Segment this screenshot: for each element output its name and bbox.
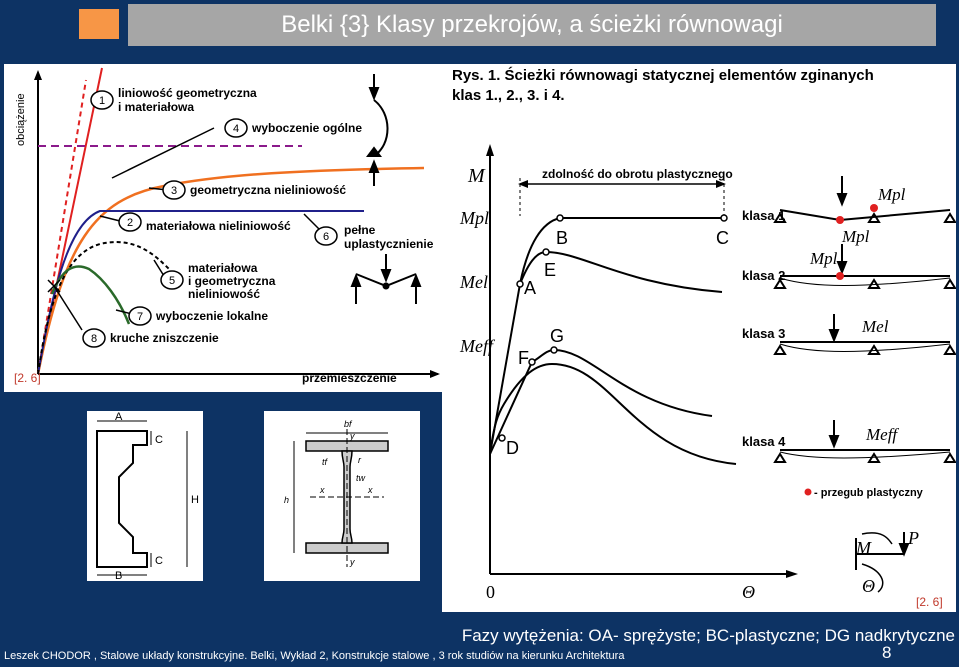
hinge-class-1-b — [870, 204, 878, 212]
axis-y-top: y — [350, 431, 355, 441]
label-item-3 — [163, 181, 346, 199]
class-1-label: klasa 1 — [742, 208, 786, 223]
level-meff: Meff — [460, 336, 493, 356]
legend-hinge — [805, 487, 924, 499]
curve-points — [499, 215, 727, 441]
label-item-6 — [315, 223, 434, 251]
curve-class-1 — [490, 218, 724, 454]
dim-h: H — [191, 494, 199, 506]
beam-sketch-class-1 — [775, 176, 955, 222]
class-3-label: klasa 3 — [742, 326, 786, 341]
label-item-2 — [119, 213, 291, 233]
dim-bf: bf — [344, 419, 352, 429]
moment-rotation-figure — [442, 64, 956, 612]
level-mel: Mel — [460, 272, 488, 292]
rotation-capacity-label: zdolność do obrotu plastycznego — [542, 167, 733, 181]
point-c: C — [716, 228, 729, 248]
dim-tw: tw — [356, 473, 365, 483]
axis-x-right: x — [368, 485, 373, 495]
label-item-4 — [225, 119, 362, 137]
svg-text:- przegub plastyczny: - przegub plastyczny — [814, 487, 923, 499]
curve-7-local — [52, 266, 129, 324]
svg-text:uplastycznienie: uplastycznienie — [344, 237, 434, 251]
theta-axis-symbol: Θ — [742, 582, 755, 602]
plastic-hinge-sketch — [352, 254, 420, 304]
class-2-label: klasa 2 — [742, 268, 786, 283]
svg-text:geometryczna nieliniowość: geometryczna nieliniowość — [190, 183, 347, 197]
y-axis-label: obciążenie — [15, 93, 27, 146]
cross-section-a — [87, 411, 203, 581]
svg-text:i materiałowa: i materiałowa — [118, 100, 195, 114]
svg-text:materiałowa: materiałowa — [188, 261, 258, 275]
svg-text:materiałowa nieliniowość: materiałowa nieliniowość — [146, 219, 291, 233]
svg-text:1: 1 — [98, 95, 106, 107]
hinge-class-2 — [836, 272, 844, 280]
title-accent-square — [79, 9, 119, 39]
meff-label-class-4: Meff — [866, 425, 898, 444]
svg-text:6: 6 — [322, 231, 330, 243]
svg-text:8: 8 — [90, 333, 98, 345]
svg-text:7: 7 — [136, 311, 144, 323]
svg-text:5: 5 — [168, 275, 176, 287]
point-b: B — [556, 228, 569, 248]
point-d: D — [506, 438, 519, 458]
axis-y-bottom: y — [350, 557, 355, 567]
mpl-label-top: Mpl — [878, 185, 906, 204]
level-mpl: Mpl — [460, 208, 489, 228]
label-item-1 — [91, 86, 257, 114]
slide-footer: Leszek CHODOR , Stalowe układy konstrukcyjne. Belki, Wykład 2, Konstrukcje stalowe , 3 rok studiów na kierunku Architektura — [4, 650, 625, 662]
point-g: G — [550, 326, 565, 346]
svg-text:wyboczenie ogólne: wyboczenie ogólne — [252, 121, 363, 135]
dim-a: A — [115, 411, 123, 423]
svg-text:2: 2 — [126, 217, 134, 229]
curve-5-dashed — [38, 242, 169, 374]
label-item-5 — [161, 261, 276, 301]
svg-text:3: 3 — [170, 185, 178, 197]
class-4-label: klasa 4 — [742, 434, 786, 449]
cantilever-moment-symbol: M — [856, 538, 871, 558]
x-axis-label: przemieszczenie — [302, 371, 397, 385]
point-a: A — [524, 278, 537, 298]
svg-text:liniowość geometryczna: liniowość geometryczna — [118, 86, 257, 100]
dim-tf: tf — [322, 457, 328, 467]
svg-text:4: 4 — [232, 123, 240, 135]
cantilever-force-symbol: P — [908, 528, 919, 548]
cantilever-rotation-symbol: Θ — [862, 576, 875, 596]
label-item-7 — [129, 307, 268, 325]
dim-b: B — [115, 570, 123, 581]
m-axis-symbol: M — [468, 165, 485, 187]
mpl-label-mid: Mpl — [842, 227, 870, 246]
cross-section-b — [264, 411, 420, 581]
slide-caption: Fazy wytężenia: OA- sprężyste; BC-plastyczne; DG nadkrytyczne — [461, 626, 955, 645]
origin-label: 0 — [486, 582, 495, 602]
svg-text:i geometryczna: i geometryczna — [188, 274, 276, 288]
dim-h-b: h — [284, 495, 290, 505]
dim-r: r — [358, 455, 361, 465]
point-f: F — [518, 348, 529, 368]
axis-x-left: x — [320, 485, 325, 495]
svg-text:nieliniowość: nieliniowość — [188, 287, 261, 301]
mpl-label-class-2: Mpl — [810, 249, 838, 268]
right-source-ref: [2. 6] — [916, 595, 943, 609]
page-number: 8 — [882, 643, 892, 662]
label-item-8 — [83, 329, 219, 347]
svg-text:wyboczenie lokalne: wyboczenie lokalne — [156, 309, 269, 323]
figure-title-line2: klas 1., 2., 3. i 4. — [452, 87, 565, 104]
dim-c-top: C — [155, 434, 163, 446]
beam-sketch-class-4 — [775, 420, 955, 462]
figure-title-line1: Rys. 1. Ścieżki równowagi statycznej elementów zginanych — [452, 67, 874, 84]
load-displacement-figure — [4, 64, 442, 392]
point-e: E — [544, 260, 557, 280]
hinge-class-1-a — [836, 216, 844, 224]
svg-text:kruche zniszczenie: kruche zniszczenie — [110, 331, 219, 345]
slide-title: Belki {3} Klasy przekrojów, a ścieżki równowagi — [281, 11, 783, 38]
dim-c-bottom: C — [155, 555, 163, 567]
beam-sketch-class-2 — [775, 244, 955, 288]
section-a-outline — [97, 431, 147, 567]
left-source-ref: [2. 6] — [14, 371, 41, 385]
svg-text:pełne: pełne — [344, 223, 376, 237]
mel-label-class-3: Mel — [862, 317, 889, 336]
